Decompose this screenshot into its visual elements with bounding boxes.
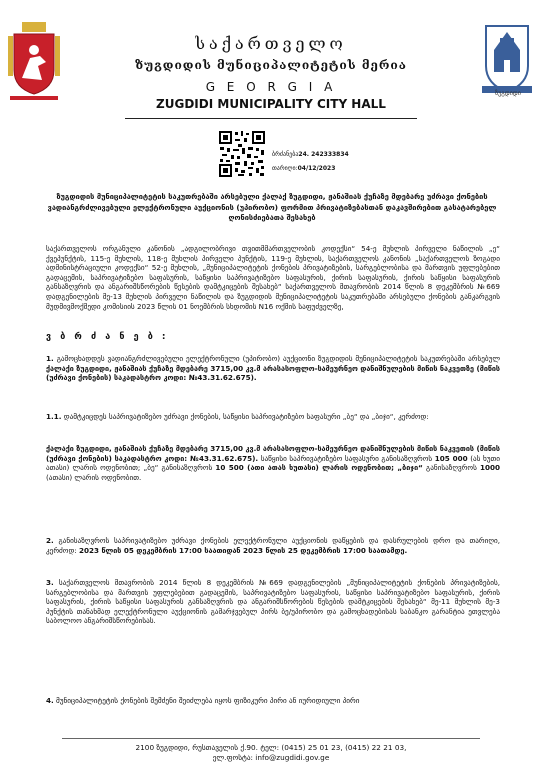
header-country: საქართველო [195, 34, 347, 53]
header-divider [125, 118, 417, 119]
paragraph-2-number: 2. [46, 536, 54, 545]
decree-heading: ვ ბ რ ძ ა ნ ე ბ : [46, 332, 169, 342]
footer-address: 2100 ზუგდიდი, რუსთაველის ქ.90. ტელ: (0415) 25 01 23, (0415) 22 21 03, [135, 743, 407, 752]
emblem-caption: ზუგდიდი [495, 90, 521, 97]
paragraph-4 [46, 696, 500, 706]
georgia-coat-of-arms-icon [8, 22, 60, 104]
paragraph-2-text: განისაზღვროს საპრივატიზებო უძრავი ქონების ელექტრონული აუქციონის დაწყების და დასრულების დრო და თარიღი, კერძოდ: [46, 536, 500, 555]
step-determined-text: განისაზღვროს [422, 463, 480, 473]
step-label: (ათი ათას ხუთასი) ლარის ოდენობით; „ბიჯი“ [243, 463, 423, 473]
paragraph-4-text: მუნიციპალიტეტის ქონების შემძენი შეიძლება იყოს ფიზიკური პირი ან იურიდიული პირი [56, 696, 360, 705]
paragraph-3-text: საქართველოს მთავრობის 2014 წლის 8 დეკემბრის №669 დადგენილების „მუნიციპალიტეტის ქონების პრივატიზების, სარგებლობისა და მართვის უფლებებით გადაცემის, საპრივატიზებო საფასურის, საწყისი საპრივატიზებო საფასურის, ქირის საფასურის, ქირის საწყისი საფასურის განსაზღვრის და ანგარიშსწორების წესების დამტკიცების შესახებ“ მე-11 მუხლის მე-3 პუნქტის თანახმად ელექტრონული აუქციონის გამარჯვებულ პირს ბე/უპირობო და გამოცხადებისას საბანკო გარანტია ეთვლება საბოლოო ანგარიშსწორებისას. [46, 578, 500, 626]
intro-paragraph: საქართველოს ორგანული კანონის „ადგილობრივი თვითმმართველობის კოდექსი“ 54-ე მუხლის პირველი ნაწილის „ე“ ქვეპუნქტის, 115-ე მუხლის, 118-ე მუხლის პირველი პუნქტის, 119-ე მუხლის, საქართველოს კანონის „საქართველოს ზოგადი ადმინისტრაციული კოდექსი“ 52-ე მუხლის, „მუნიციპალიტეტის ქონების პრივატიზების, სარგებლობისა და მართვის უფლებებით გადაცემის, საპრივატიზებო საფასურის, საწყისი საპრივატიზებო საფასურის, ქირის საფასურის, ქირის საწყისი საფასურის განსაზღვრის და ანგარიშსწორების წესების დამტკიცების შესახებ“ საქართველოს მთავრობის 2014 წლის 8 დეკემბრის №669 დადგენილების მე-13 მუხლის პირველი ნაწილის და ზუგდიდის მუნიციპალიტეტის საკუთრებაში არსებული ქონების განკარგვის მუდმივმოქმედი კომისიის 2023 წლის 01 ნოემბრის სხდომის N16 ოქმის საფუძველზე, [46, 244, 500, 311]
footer-email: ელ.ფოსტა: info@zugdidi.gov.ge [212, 753, 330, 762]
footer-divider [62, 738, 480, 739]
doc-number-value: 24. 242333834 [298, 151, 349, 158]
doc-number-label: ბრძანება [272, 151, 299, 158]
header-city-hall-en: ZUGDIDI MUNICIPALITY CITY HALL [156, 97, 386, 111]
paragraph-1-1 [46, 412, 500, 422]
paragraph-1-text: გამოცხადდეს ვადიანგრძლივებული ელექტრონული (უპირობო) აუქციონი ზუგდიდის მუნიციპალიტეტის საკუთრებაში არსებულ [56, 354, 500, 363]
paragraph-1-1-details [46, 444, 500, 482]
paragraph-1 [46, 354, 500, 383]
start-price: 105 000 [434, 453, 468, 463]
paragraph-3-number: 3. [46, 578, 54, 587]
doc-date-label: თარიღი [272, 165, 296, 172]
doc-date: თარიღი:04/12/2023 [272, 165, 336, 172]
header-city-hall-ka: ზუგდიდის მუნიციპალიტეტის მერია [135, 58, 407, 72]
property-description: ქალაქი ზუგდიდი, ჟანაშიას ქუჩაზე მდებარე 3715,00 კვ.მ არასასოფლო-სამეურნეო დანიშნულების მიწის ნაკვეთის (მიწის (უძრავი ქონების) საკადასტრო კოდი: №43.31.62.675). [46, 444, 500, 463]
step-suffix: (ათასი) ლარის ოდენობით. [46, 472, 142, 482]
paragraph-4-number: 4. [46, 696, 54, 705]
paragraph-1-number: 1. [46, 354, 54, 363]
deposit-value: 10 500 [215, 463, 244, 473]
doc-date-value: 04/12/2023 [297, 165, 336, 172]
paragraph-1-1-number: 1.1. [46, 412, 62, 421]
paragraph-2 [46, 536, 500, 555]
qr-code-icon [218, 130, 266, 178]
auction-dates: 2023 წლის 05 დეკემბრის 17:00 საათიდან 2023 წლის 25 დეკემბრის 17:00 საათამდე. [79, 545, 408, 555]
header-country-en: G E O R G I A [205, 80, 337, 94]
doc-number [272, 151, 349, 158]
paragraph-1-bold: ქალაქი ზუგდიდი, ჟანაშიას ქუჩაზე მდებარე 3715,00 კვ.მ არასასოფლო-სამეურნეო დანიშნულების მიწის ნაკვეთზე (მიწის (უძრავი ქონების) საკადასტრო კოდი: №43.31.62.675). [46, 363, 500, 383]
step-value: 1000 [479, 463, 500, 473]
paragraph-1-1-text: დამტკიცდეს საპრივატიზებო უძრავი ქონების, საწყისი საპრივატიზებო საფასური „ბე“ და „ბიჯი“, კერძოდ: [63, 412, 429, 421]
deposit-label: (ას ხუთი ათასი) ლარის ოდენობით; „ბე“ განისაზღვროს [46, 453, 500, 473]
document-title: ზუგდიდის მუნიციპალიტეტის საკუთრებაში არსებული ქალაქ ზუგდიდი, ჟანაშიას ქუჩაზე მდებარე უძრავი ქონების ვადიანგრძლივებული ელექტრონული აუქციონის (უპირობო) ფორმით პრივატიზებასთან დაკავშირებით გასატარებელ ღონისძიებათა შესახებ [47, 192, 497, 222]
price-label: საწყისი საპრივატიზებო საფასური განისაზღვროს [258, 453, 435, 463]
paragraph-3 [46, 578, 500, 626]
